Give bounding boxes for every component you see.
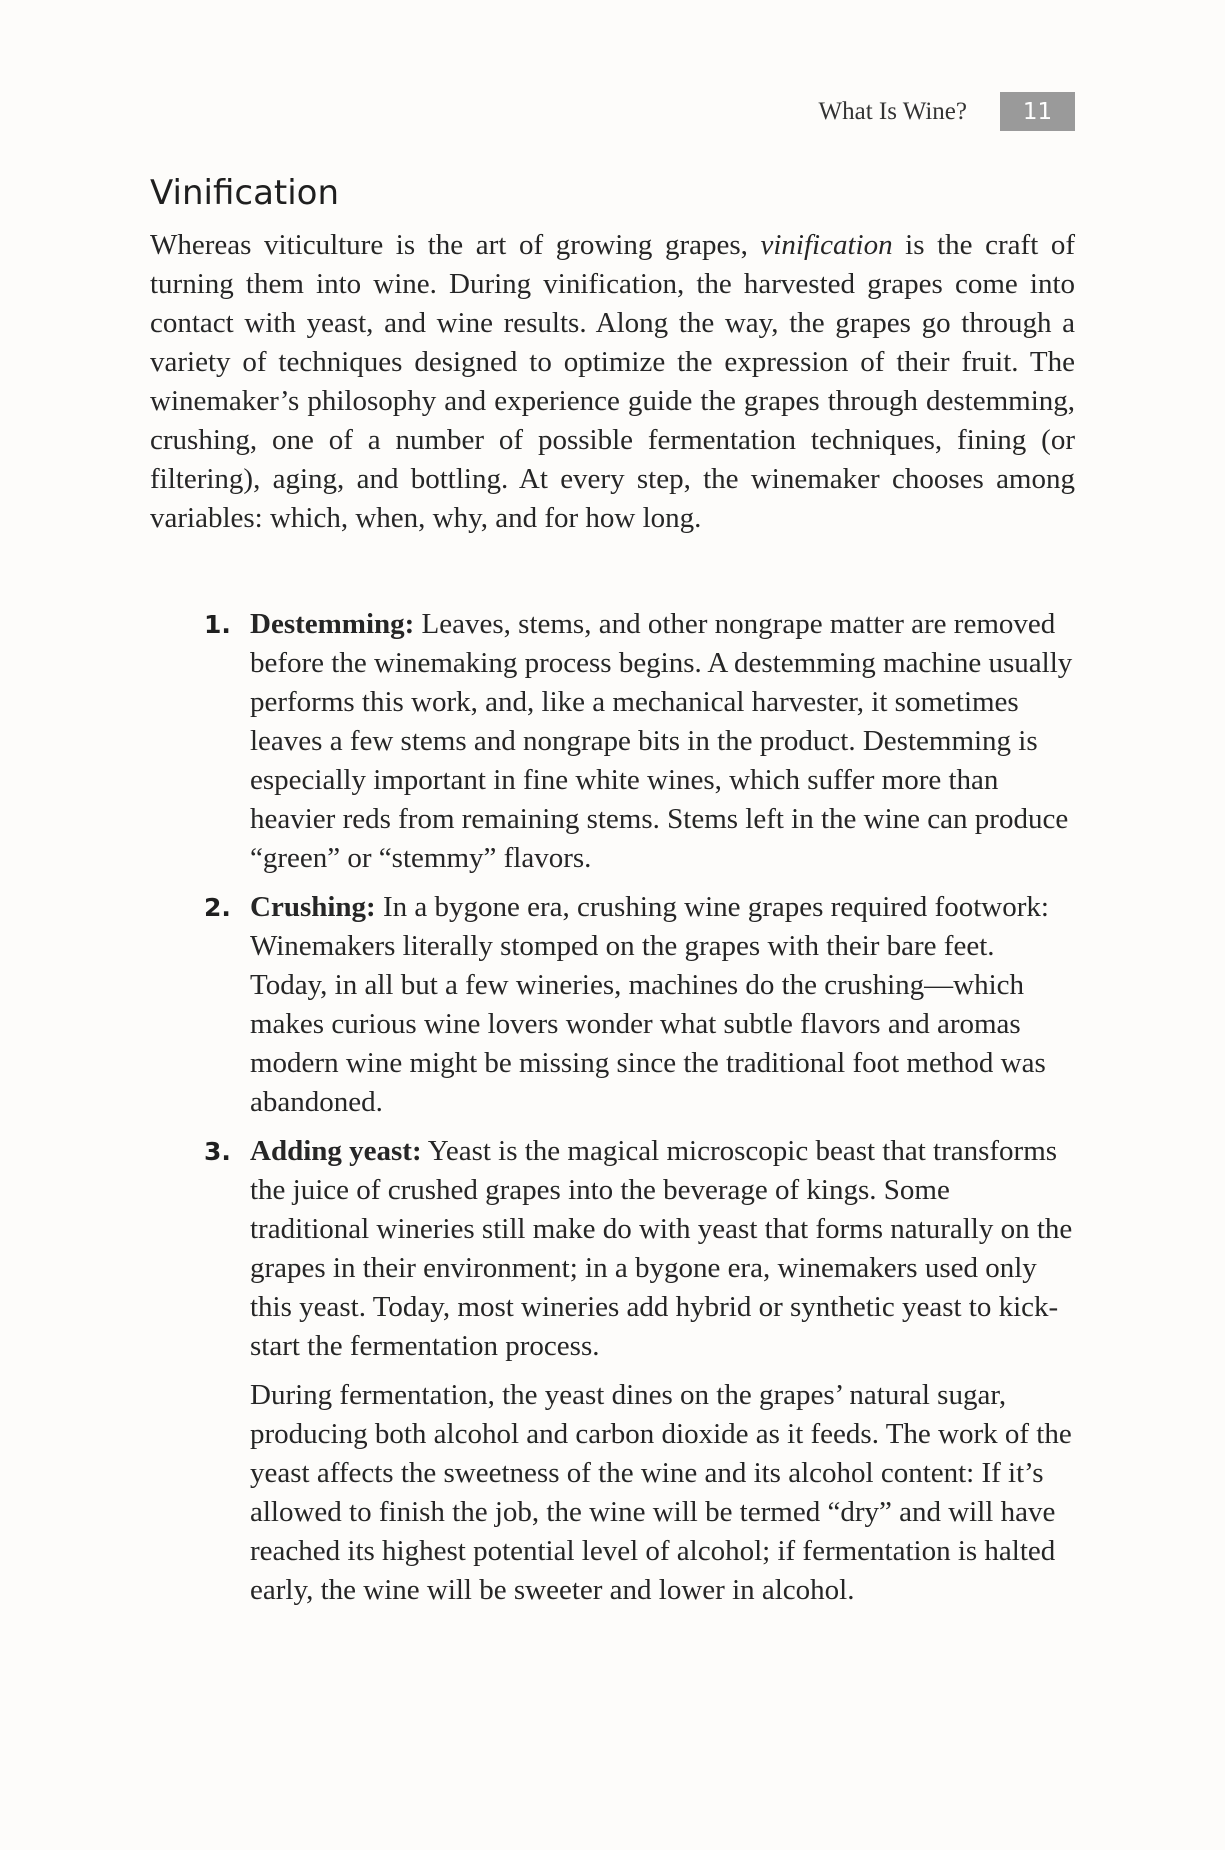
- running-head: [819, 92, 1075, 131]
- step-number: 2.: [204, 893, 231, 922]
- step-item-adding-yeast: [150, 1132, 1075, 1610]
- intro-text-after: is the craft of turning them into wine. During vinification, the harvested grapes come into contact with yeast, and wine results. Along the way, the grapes go through a variety of techniques designed to optimize the expression of their fruit. The winemaker’s philosophy and experience guide the grapes through destemming, crushing, one of a number of possible fermentation techniques, fining (or filtering), aging, and bottling. At every step, the winemaker chooses among variables: which, when, why, and for how long.: [150, 229, 1075, 534]
- step-number: 1.: [204, 610, 231, 639]
- intro-emphasis: vinification: [760, 229, 893, 261]
- step-item-destemming: [150, 605, 1075, 878]
- step-body: [250, 605, 1075, 878]
- step-description: In a bygone era, crushing wine grapes required footwork: Winemakers literally stomped on the grapes with their bare feet. Today, in all but a few wineries, machines do the crushing—which makes curious wine lovers wonder what subtle flavors and aromas modern wine might be missing since the traditional foot method was abandoned.: [250, 891, 1049, 1118]
- page-number-badge: 11: [1000, 92, 1075, 131]
- process-steps-list: [150, 605, 1075, 1620]
- step-term: Destemming:: [250, 608, 415, 640]
- section-title: Vinification: [150, 173, 340, 213]
- step-description: Leaves, stems, and other nongrape matter are removed before the winemaking process begins. A destemming machine usually performs this work, and, like a mechanical harvester, it sometimes leaves a few stems and nongrape bits in the product. Destemming is especially important in fine white wines, which suffer more than heavier reds from remaining stems. Stems left in the wine can produce “green” or “stemmy” flavors.: [250, 608, 1073, 874]
- intro-paragraph: [150, 226, 1075, 538]
- intro-text-before: Whereas viticulture is the art of growing grapes,: [150, 229, 761, 261]
- step-item-crushing: [150, 888, 1075, 1122]
- running-title: What Is Wine?: [818, 97, 967, 125]
- step-number: 3.: [204, 1137, 231, 1166]
- step-term: Crushing:: [250, 891, 376, 923]
- step-body: [250, 1132, 1075, 1366]
- step-term: Adding yeast:: [250, 1135, 422, 1167]
- step-description: Yeast is the magical microscopic beast that transforms the juice of crushed grapes into the beverage of kings. Some traditional wineries still make do with yeast that forms naturally on the grapes in their environment; in a bygone era, winemakers used only this yeast. Today, most wineries add hybrid or synthetic yeast to kick-start the fermentation process.: [250, 1135, 1073, 1362]
- step-body: [250, 888, 1075, 1122]
- step-note-paragraph: During fermentation, the yeast dines on the grapes’ natural sugar, producing both alcohol and carbon dioxide as it feeds. The work of the yeast affects the sweetness of the wine and its alcohol content: If it’s allowed to finish the job, the wine will be termed “dry” and will have reached its highest potential level of alcohol; if fermentation is halted early, the wine will be sweeter and lower in alcohol.: [250, 1379, 1072, 1606]
